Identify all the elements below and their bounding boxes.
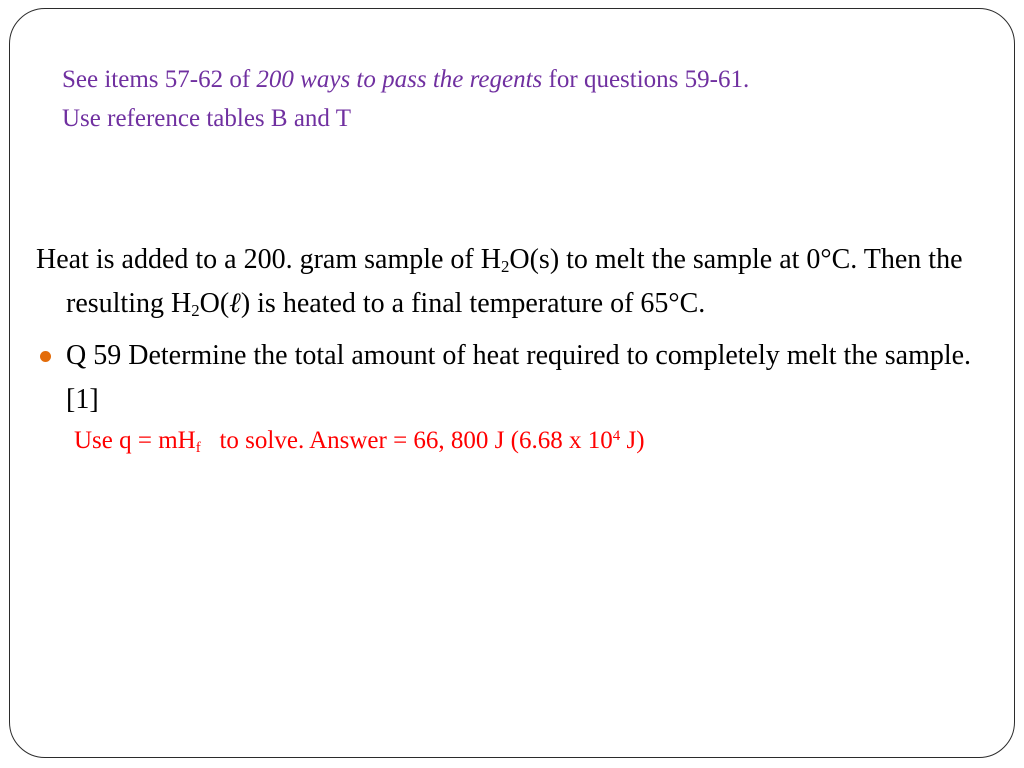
slide-title [62, 60, 962, 138]
subscript-2b: 2 [191, 301, 200, 321]
title-suffix: for questions 59-61. [548, 66, 750, 93]
title-prefix: See items 57-62 of [62, 66, 251, 93]
problem-statement [36, 238, 976, 326]
question-text: Q 59 Determine the total amount of heat required to completely melt the sample. [1] [66, 340, 972, 415]
title-line-2: Use reference tables B and T [62, 105, 351, 132]
answer-text: to solve. Answer = 66, 800 J (6.68 x 10 [219, 427, 613, 454]
question-item [36, 334, 976, 422]
slide-body [36, 238, 976, 460]
subscript-2a: 2 [500, 257, 510, 277]
problem-text-2: O(s) to melt the sample at 0°C. Then the resulting H [66, 244, 963, 319]
problem-text-4: ) is heated to a final temperature of 65°C. [240, 288, 706, 319]
book-title: 200 ways to pass the regents [256, 66, 543, 93]
exponent: 4 [612, 427, 621, 444]
answer-line [74, 422, 976, 460]
answer-formula: Use q = mH [74, 427, 196, 454]
answer-unit: J) [626, 427, 645, 454]
problem-text-1: Heat is added to a 200. gram sample of H [36, 244, 501, 275]
subscript-f: f [195, 439, 201, 456]
problem-text-3: O( [199, 288, 230, 319]
bullet-icon [40, 351, 51, 362]
title-line-1 [62, 60, 962, 99]
liquid-symbol: ℓ [229, 288, 241, 319]
